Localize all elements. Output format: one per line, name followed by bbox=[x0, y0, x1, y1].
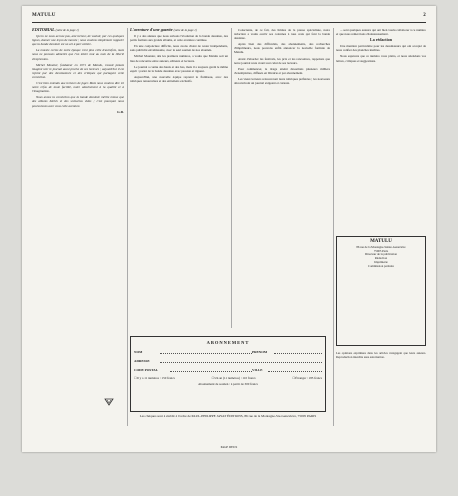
name-row bbox=[134, 348, 322, 355]
publisher-line: 86 rue de la Montagne-Sainte-Geneviève bbox=[356, 244, 406, 249]
paragraph: Aujourd'hui, une nouvelle équipe reprend le flambeau, avec des rubriques renouvelées et des entretiens exclusifs. bbox=[130, 74, 228, 83]
masthead-title: MATULU bbox=[32, 13, 56, 18]
column-rule bbox=[333, 28, 334, 426]
paragraph: Michel Mounier, dès les premiers numéros, a voulu que Matulu soit un lieu de rencontre entre auteurs, éditeurs et lecteurs. bbox=[130, 54, 228, 63]
code-postal-field[interactable] bbox=[170, 371, 252, 372]
editorial-signature: G.D. bbox=[117, 109, 124, 114]
side-heading: La rédaction bbox=[370, 37, 392, 43]
paragraph: La morale certes de notre époque n'est plus celle d'autrefois, mais nous ne pouvons admettre que l'on tolère tout au nom de la liberté d'expression. bbox=[32, 48, 124, 61]
paragraph: Il y a des années que nous suivons l'évolution de la bande dessinée, des petits formats aux grands albums, et cette aventure continue. bbox=[130, 34, 228, 43]
rate-option[interactable]: ☐ Un an (11 numéros) : 110 francs bbox=[212, 376, 256, 380]
subscription-form bbox=[130, 336, 326, 412]
paragraph: Après bien des difficultés, des abonnements, des recherches d'imprimeurs, nous pouvons enfin annoncer la nouvelle formule de Matulu. bbox=[234, 42, 330, 55]
paragraph: Nous avons la conviction que la bande dessinée mérite mieux que des albums bâclés et des scénarios vides ; c'est pourquoi nous poursuivons avec vous cette aventure. bbox=[32, 95, 124, 108]
page-number: 2 bbox=[423, 13, 426, 18]
payment-instructions: Les chèques sont à établir à l'ordre de PAUL-PHILIPPE JAYAT ÉDITIONS, 86 rue de la Montagne-Ste-Geneviève, 75005 PARIS bbox=[139, 414, 317, 418]
rate-option[interactable]: ☐ Il y a 11 numéros : 150 francs bbox=[134, 376, 175, 380]
paragraph: Nous espérons que ce numéro vous plaira, et nous attendons vos lettres, critiques et suggestions. bbox=[336, 54, 426, 63]
publisher-brand: MATULU bbox=[370, 239, 392, 244]
page-header bbox=[32, 12, 426, 23]
publisher-line: Imprimerie bbox=[374, 259, 388, 264]
paragraph: Une mention particulière pour les dessinateurs qui ont accepté de nous confier des planches inédites. bbox=[336, 44, 426, 53]
paragraph: Qu'on ne nous accuse pas, ami lecteur, de vouloir, par ces quelques lignes, donner une leçon de morale ; nous voulons simplement rappeler que la bande dessinée est un art à part entière. bbox=[32, 34, 124, 47]
ville-label: VILLE bbox=[252, 368, 263, 372]
publisher-line: Rédaction bbox=[374, 256, 388, 261]
nom-label: NOM bbox=[134, 350, 143, 354]
newspaper-page bbox=[22, 6, 436, 452]
editorial-heading: EDITORIAL (suite de la page 1) bbox=[32, 28, 79, 32]
support-rate: Abonnement de soutien : à partir de 300 francs bbox=[198, 382, 258, 386]
legal-note: Les opinions exprimées dans les articles n'engagent que leurs auteurs. Reproduction interdite sans autorisation. bbox=[336, 351, 426, 359]
publisher-box bbox=[336, 236, 426, 346]
rate-option[interactable]: ☐ Étranger : 185 francs bbox=[292, 376, 322, 380]
paragraph: Michel Mounier, fondateur en 1971 de Matulu, n'avait jamais imaginé voir le journal aussi proche de ses lecteurs ; aujourd'hui il est rejoint par des dessinateurs et des critiques qui partagent cette conviction. bbox=[32, 62, 124, 79]
article-column-continued bbox=[234, 28, 330, 328]
page-footer: PAGE DEUX bbox=[220, 445, 238, 449]
paragraph: C'est bien entendu aux lecteurs de juger. Mais nous voulons dire ici notre refus de toute facilité, notre attachement à la qualité et à l'imagination. bbox=[32, 81, 124, 94]
paragraph: En une conjoncture difficile, nous avons choisi de rester indépendants, sans publicité envahissante, avec le seul soutien de nos abonnés. bbox=[130, 44, 228, 53]
article-column bbox=[130, 28, 228, 328]
publisher-logo-icon bbox=[104, 398, 114, 406]
column-rule bbox=[127, 28, 128, 426]
subscription-rates bbox=[134, 376, 322, 380]
paragraph: Consciente, de ce fait, des limites de la presse spécialisée, notre rédaction a voulu ouvrir ses colonnes à tous ceux qui font la bande dessinée. bbox=[234, 28, 330, 41]
ville-field[interactable] bbox=[268, 371, 322, 372]
editorial-column bbox=[32, 28, 124, 496]
publisher-line: Commission paritaire bbox=[368, 263, 394, 268]
nom-field[interactable] bbox=[160, 353, 252, 354]
city-row bbox=[134, 366, 322, 373]
paragraph: ... sont quelques auteurs qui ont bien voulu collaborer à ce numéro et que nous remercions chaleureusement. bbox=[336, 28, 426, 37]
adresse-field[interactable] bbox=[160, 362, 322, 363]
side-column bbox=[336, 28, 426, 208]
article-heading: L'aventure d'une gazette (suite de la page 1) bbox=[130, 28, 197, 32]
paragraph: Avant d'aborder les festivals, les prix et les rencontres, rappelons que notre journal reste avant tout celui de ses lecteurs. bbox=[234, 56, 330, 65]
column-rule bbox=[231, 28, 232, 328]
subscription-title: ABONNEMENT bbox=[206, 340, 250, 345]
publisher-line: Directeur de la publication bbox=[364, 252, 398, 257]
paragraph: Les vieux lecteurs retrouveront leurs rubriques préférées ; les nouveaux découvriront un journal exigeant et curieux. bbox=[234, 76, 330, 86]
address-row bbox=[134, 357, 322, 364]
adresse-label: ADRESSE bbox=[134, 359, 150, 363]
code-postal-label: CODE POSTAL bbox=[134, 368, 158, 372]
publisher-line: 75005 Paris bbox=[373, 248, 389, 253]
prenom-label: PRENOM bbox=[252, 350, 268, 354]
paragraph: Le journal a connu des hauts et des bas, mais il a toujours gardé le même esprit : parler de la bande dessinée avec passion et rigueur. bbox=[130, 64, 228, 73]
prenom-field[interactable] bbox=[274, 353, 322, 354]
paragraph: Pour commencer, le tirage atteint désormais plusieurs milliers d'exemplaires, diffusés en librairie et par abonnement. bbox=[234, 66, 330, 75]
